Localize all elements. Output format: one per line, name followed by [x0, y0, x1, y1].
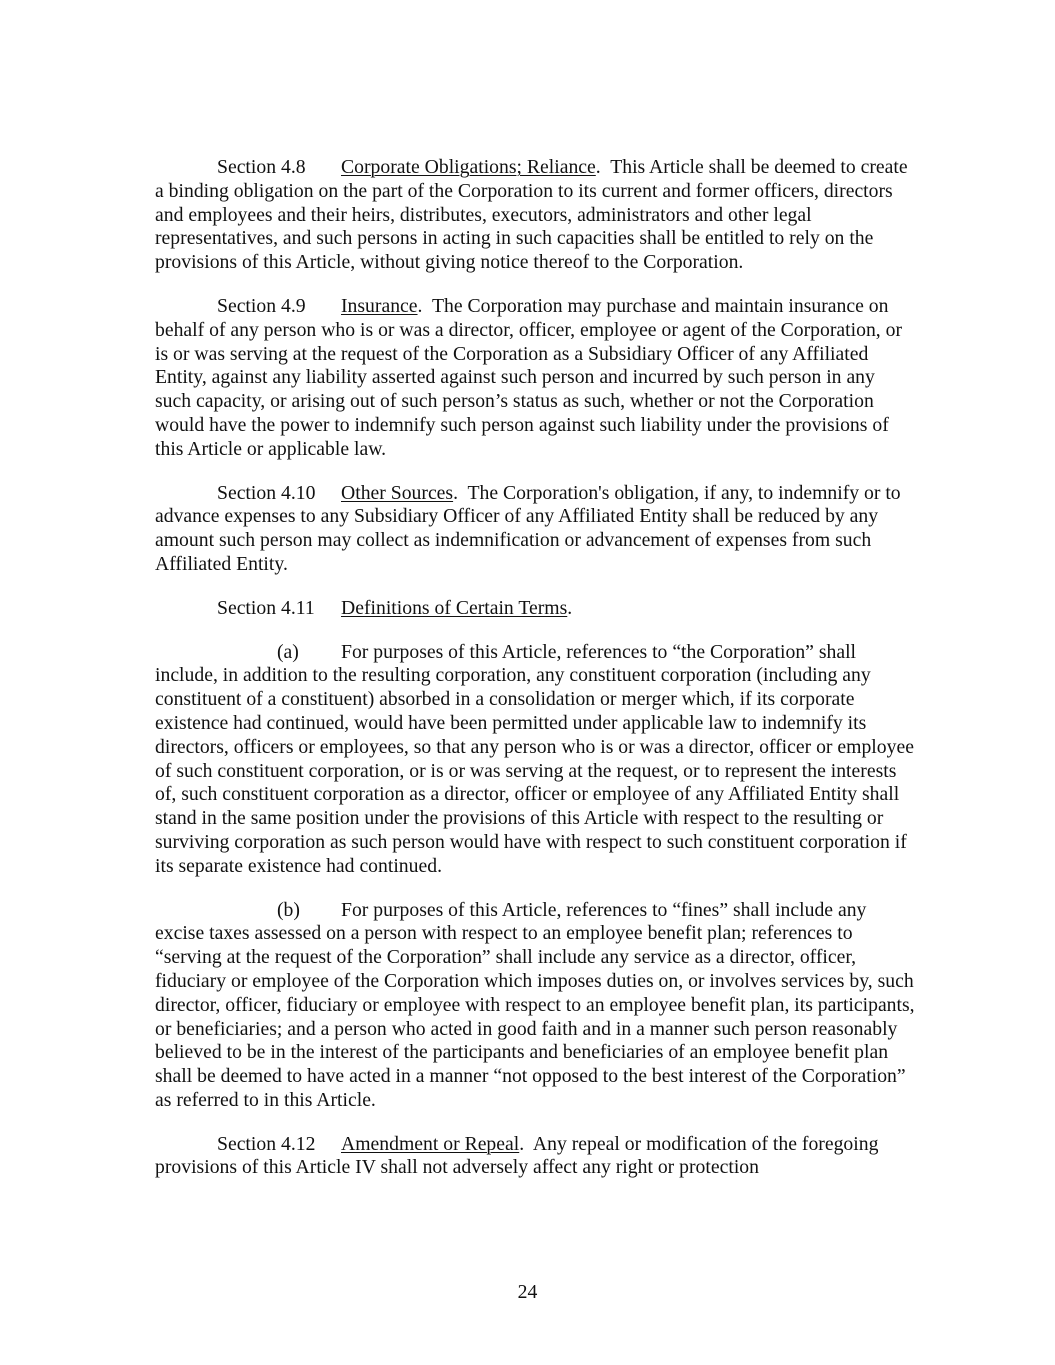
section-heading: Other Sources: [341, 481, 454, 504]
page-number: 24: [517, 1281, 538, 1303]
section-number: Section 4.10: [217, 481, 316, 504]
section-body: This Article shall be deemed to create a binding obligation on the part of the Corporation to its current and former officers, directors and employees and their heirs, distributes, executors, administrators and other legal representatives, and such persons in acting in such capacities shall be entitled to rely on the provisions of this Article, without giving notice thereof to the Corporation.: [155, 156, 908, 274]
section-4-12: Section 4.12 Amendment or Repeal. Any repeal or modification of the foregoing provisions of this Article IV shall not adversely affect any right or protection: [155, 1132, 879, 1179]
section-4-11: Section 4.11 Definitions of Certain Terms.: [217, 596, 573, 619]
subsection-body: For purposes of this Article, references to “the Corporation” shall include, in addition to the resulting corporation, any constituent corporation (including any constituent of a constituent) absorbed in a consolidation or merger which, if its corporate existence had continued, would have been permitted under applicable law to indemnify its directors, officers or employees, so that any person who is or was a director, officer or employee of such constituent corporation, or is or was serving at the request, or to represent the interests of, such constituent corporation as a director, officer or employee of any Affiliated Entity shall stand in the same position under the provisions of this Article with respect to the resulting or surviving corporation as such person would have with respect to such constituent corporation if its separate existence had continued.: [155, 640, 914, 877]
section-4-8: Section 4.8 Corporate Obligations; Reliance. This Article shall be deemed to create a binding obligation on the part of the Corporation to its current and former officers, directors and employees and their heirs, distributes, executors, administrators and other legal representatives, and such persons in acting in such capacities shall be entitled to rely on the provisions of this Article, without giving notice thereof to the Corporation.: [155, 156, 908, 274]
subsection-label: (a): [277, 640, 299, 663]
section-4-10: Section 4.10 Other Sources. The Corporation's obligation, if any, to indemnify or to advance expenses to any Subsidiary Officer of any Affiliated Entity shall be reduced by any amount such person may collect as indemnification or advancement of expenses from such Affiliated Entity.: [155, 481, 901, 575]
section-number: Section 4.12: [217, 1132, 316, 1155]
section-heading: Corporate Obligations; Reliance: [341, 156, 596, 178]
section-number: Section 4.11: [217, 596, 315, 619]
section-body: Any repeal or modification of the foregoing provisions of this Article IV shall not adversely affect any right or protection: [155, 1132, 879, 1179]
section-number: Section 4.9: [217, 294, 306, 317]
subsection-label: (b): [277, 898, 300, 921]
section-4-9: Section 4.9 Insurance. The Corporation may purchase and maintain insurance on behalf of any person who is or was a director, officer, employee or agent of the Corporation, or is or was serving at the request of the Corporation as a Subsidiary Officer of any Affiliated Entity, against any liability asserted against such person and incurred by such person in any such capacity, or arising out of such person’s status as such, whether or not the Corporation would have the power to indemnify such person against such liability under the provisions of this Article or applicable law.: [155, 294, 903, 460]
section-number: Section 4.8: [217, 156, 306, 178]
subsection-body: For purposes of this Article, references to “fines” shall include any excise taxes assessed on a person with respect to an employee benefit plan; references to “serving at the request of the Corporation” shall include any service as a director, officer, fiduciary or employee of the Corporation which imposes duties on, or involves services by, such director, officer, fiduciary or employee with respect to an employee benefit plan, its participants, or beneficiaries; and a person who acted in good faith and in a manner such person reasonably believed to be in the interest of the participants and beneficiaries of an employee benefit plan shall be deemed to have acted in a manner “not opposed to the best interest of the Corporation” as referred to in this Article.: [155, 898, 915, 1111]
section-body: The Corporation may purchase and maintain insurance on behalf of any person who is or was a director, officer, employee or agent of the Corporation, or is or was serving at the request of the Corporation as a Subsidiary Officer of any Affiliated Entity, against any liability asserted against such person and incurred by such person in any such capacity, or arising out of such person’s status as such, whether or not the Corporation would have the power to indemnify such person against such liability under the provisions of this Article or applicable law.: [155, 294, 903, 460]
subsection-a: [155, 641, 915, 879]
section-body: The Corporation's obligation, if any, to indemnify or to advance expenses to any Subsidiary Officer of any Affiliated Entity shall be reduced by any amount such person may collect as indemnification or advancement of expenses from such Affiliated Entity.: [155, 481, 901, 575]
document-body: [155, 156, 915, 1200]
section-heading: Amendment or Repeal: [341, 1132, 520, 1155]
section-heading: Insurance: [341, 294, 418, 317]
subsection-b: [155, 899, 915, 1113]
section-heading: Definitions of Certain Terms: [341, 596, 568, 619]
